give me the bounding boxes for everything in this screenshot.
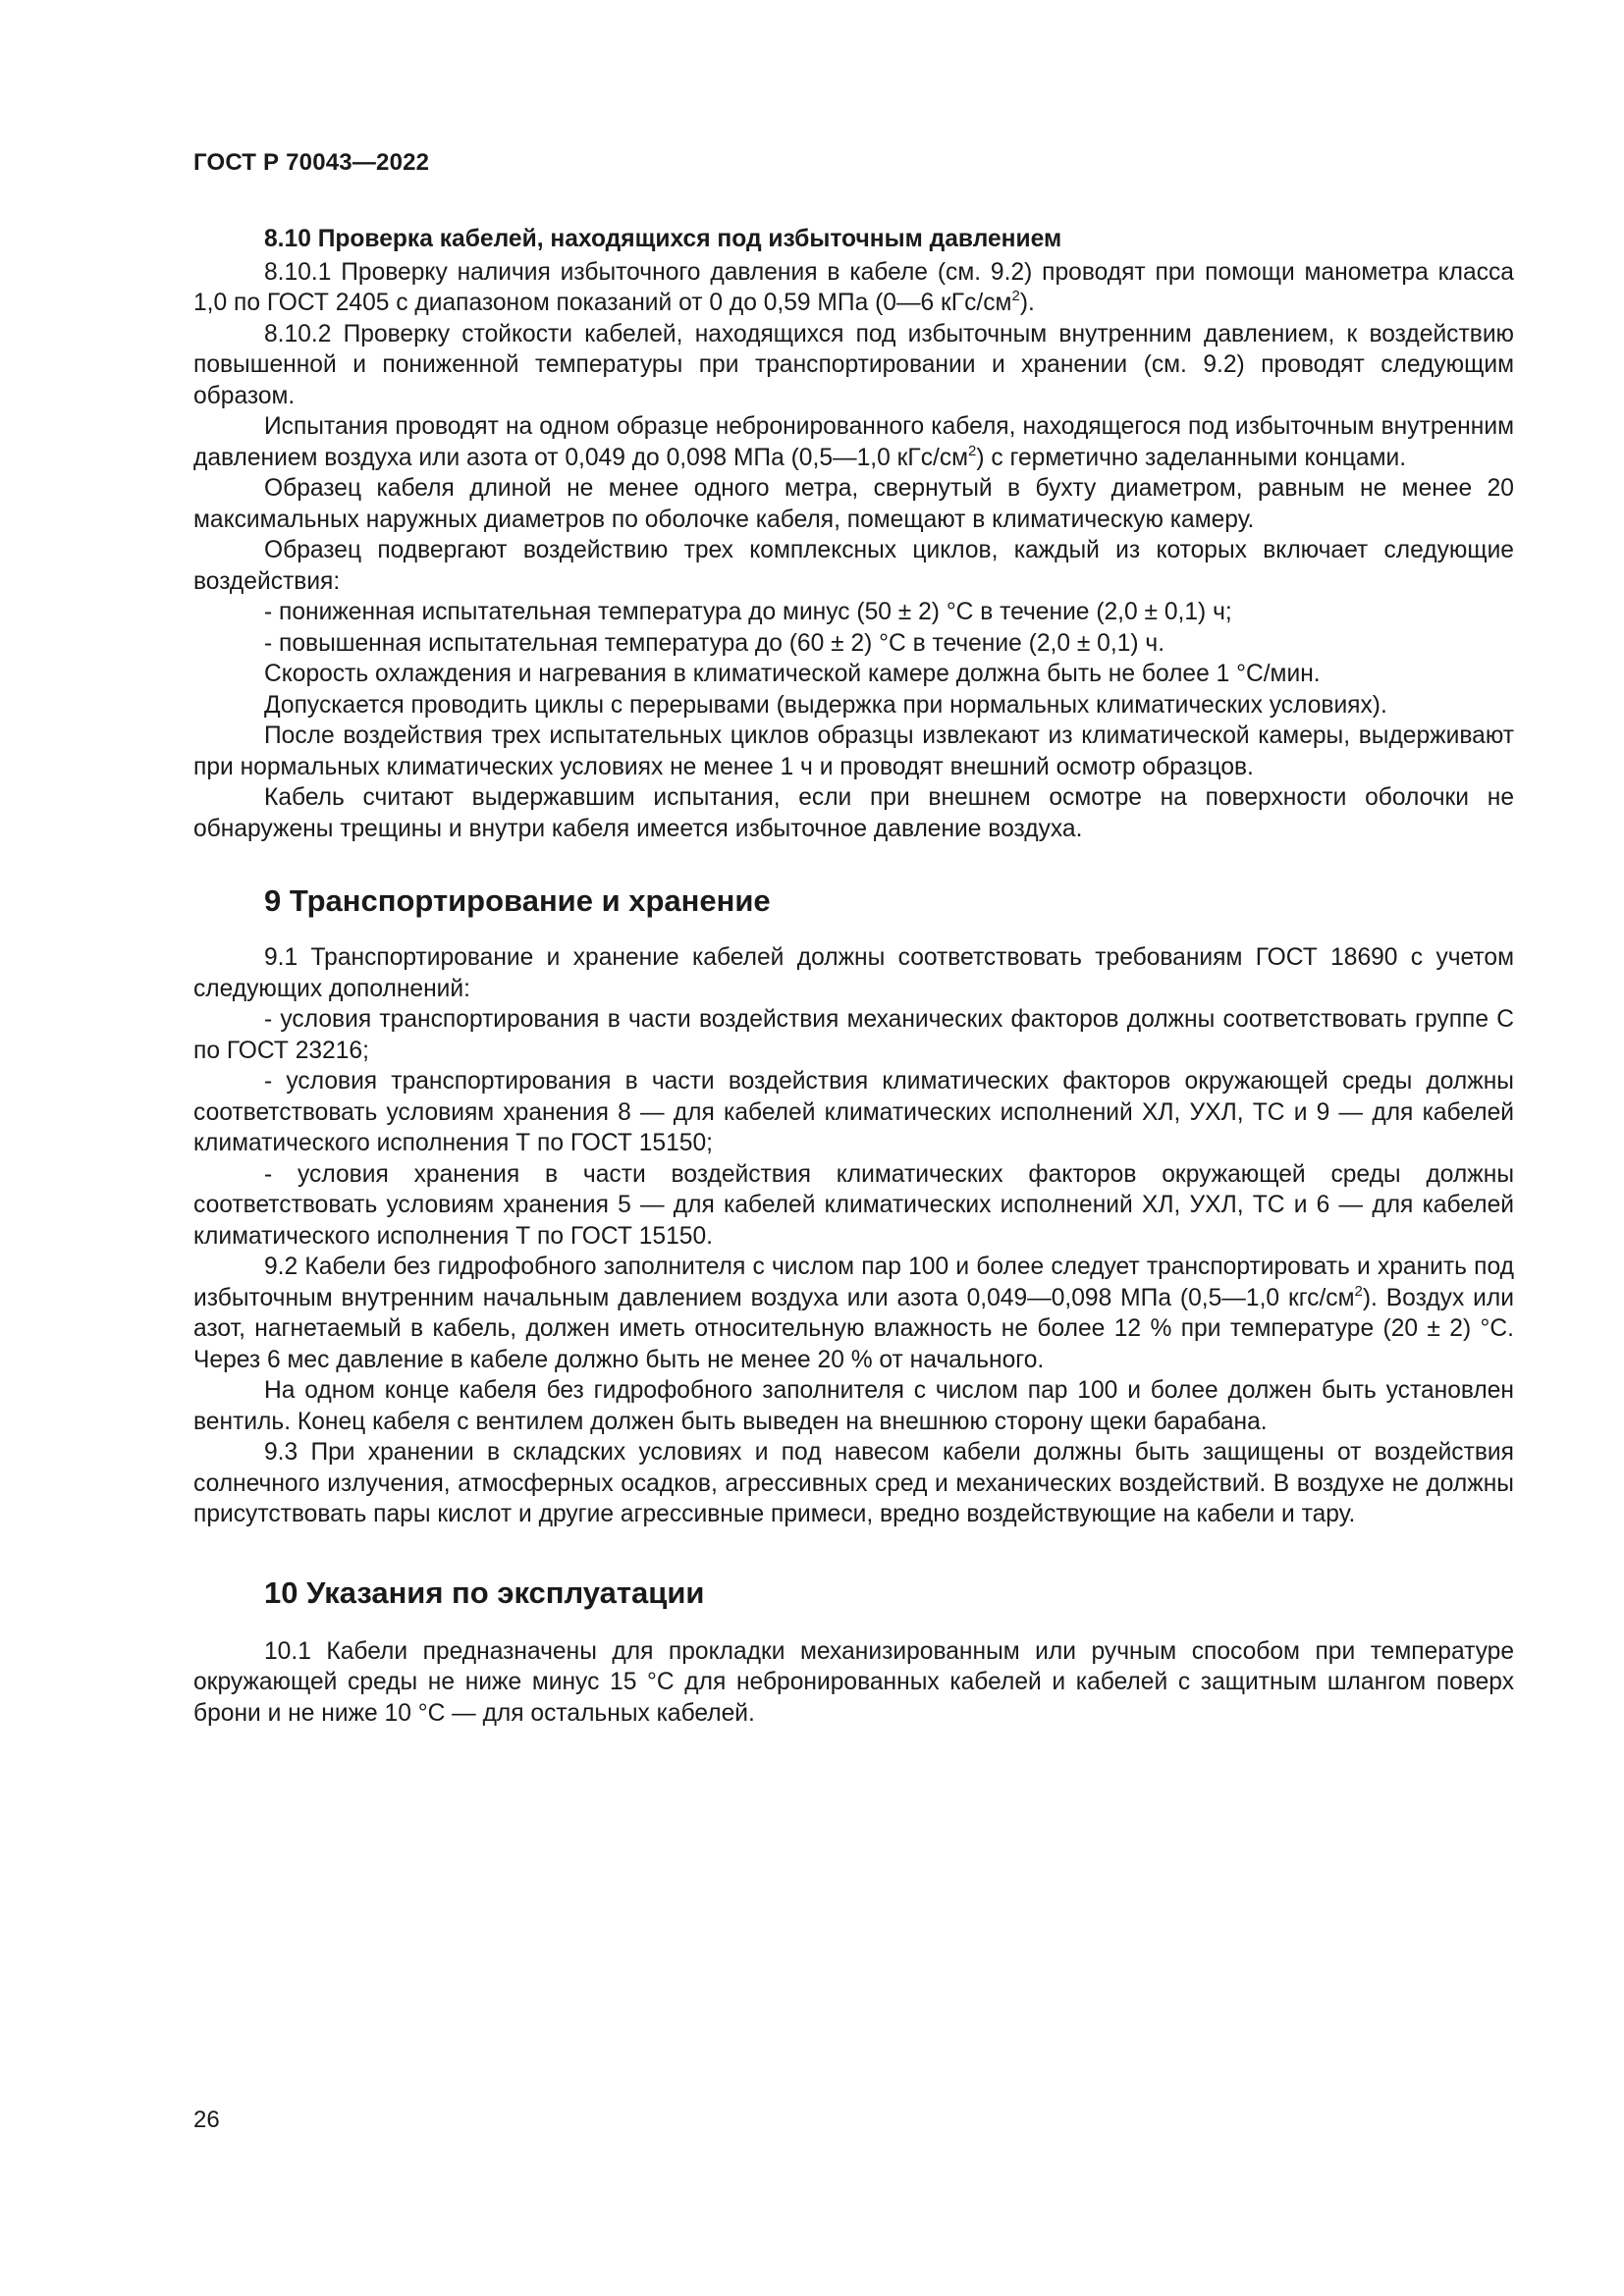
text-segment: ) с герметично заделанными концами. (976, 444, 1407, 471)
text-segment: ). (1019, 290, 1035, 316)
paragraph-9-3: 9.3 При хранении в складских условиях и под навесом кабели должны быть защищены от воздействия солнечного излучения, атмосферных осадков, агрессивных сред и механических воздействий. В воздухе не должны присутствовать пары кислот и другие агрессивные примеси, вредно воздействующие на кабели и тару. (193, 1439, 1514, 1527)
paragraph-9-1: 9.1 Транспортирование и хранение кабелей должны соответствовать требованиям ГОСТ 18690 с учетом следующих дополнений: (193, 944, 1514, 1002)
paragraph: Образец подвергают воздействию трех комплексных циклов, каждый из которых включает следующие воздействия: (193, 537, 1514, 595)
text-segment: Испытания проводят на одном образце небронированного кабеля, находящегося под избыточным внутренним давлением воздуха или азота от 0,049 до 0,098 МПа (0,5—1,0 кГс/см (193, 413, 1514, 471)
list-item: - условия хранения в части воздействия климатических факторов окружающей среды должны соответствовать условиям хранения 5 — для кабелей климатических исполнений ХЛ, УХЛ, ТС и 6 — для кабелей климатического исполнения Т по ГОСТ 15150. (193, 1160, 1514, 1250)
superscript: 2 (968, 442, 977, 459)
section-title-10: 10 Указания по эксплуатации (264, 1575, 705, 1610)
text-segment: ). Воздух или азот, нагнетаемый в кабель, должен иметь относительную влажность не более 12 % при температуре (20 ± 2) °С. Через 6 мес давление в кабеле должно быть не менее 20 % от начального. (193, 1284, 1514, 1373)
page-number: 26 (193, 2107, 220, 2133)
paragraph: Образец кабеля длиной не менее одного метра, свернутый в бухту диаметром, равным не менее 20 максимальных наружных диаметров по оболочке кабеля, помещают в климатическую камеру. (193, 475, 1514, 533)
paragraph-8-10-2: 8.10.2 Проверку стойкости кабелей, находящихся под избыточным внутренним давлением, к воздействию повышенной и пониженной температуры при транспортировании и хранении (см. 9.2) проводят следующим образом. (193, 320, 1514, 409)
superscript: 2 (1354, 1282, 1363, 1300)
text-segment: 8.10.1 Проверку наличия избыточного давления в кабеле (см. 9.2) проводят при помощи манометра класса 1,0 по ГОСТ 2405 с диапазоном показаний от 0 до 0,59 МПа (0—6 кГс/см (193, 258, 1514, 316)
paragraph-8-10-1 (193, 257, 1514, 319)
list-item: - условия транспортирования в части воздействия механических факторов должны соответствовать группе С по ГОСТ 23216; (193, 1006, 1514, 1064)
text-segment: 9.2 Кабели без гидрофобного заполнителя с числом пар 100 и более следует транспортировать и хранить под избыточным внутренним начальным давлением воздуха или азота 0,049—0,098 МПа (0,5—1,0 кгс/см (193, 1254, 1514, 1311)
list-item: - пониженная испытательная температура до минус (50 ± 2) °С в течение (2,0 ± 0,1) ч; (264, 599, 1232, 625)
paragraph: На одном конце кабеля без гидрофобного заполнителя с числом пар 100 и более должен быть установлен вентиль. Конец кабеля с вентилем должен быть выведен на внешнюю сторону щеки барабана. (193, 1377, 1514, 1435)
section-title-9: 9 Транспортирование и хранение (264, 883, 771, 918)
subsection-title-8-10: 8.10 Проверка кабелей, находящихся под избыточным давлением (264, 226, 1062, 252)
standard-header: ГОСТ Р 70043—2022 (193, 149, 430, 176)
paragraph: После воздействия трех испытательных циклов образцы извлекают из климатической камеры, выдерживают при нормальных климатических условиях не менее 1 ч и проводят внешний осмотр образцов. (193, 722, 1514, 780)
superscript: 2 (1011, 288, 1020, 304)
paragraph: Скорость охлаждения и нагревания в климатической камере должна быть не более 1 °С/мин. (264, 661, 1321, 687)
paragraph: Допускается проводить циклы с перерывами (выдержка при нормальных климатических условиях). (264, 691, 1387, 719)
list-item: - условия транспортирования в части воздействия климатических факторов окружающей среды должны соответствовать условиям хранения 8 — для кабелей климатических исполнений ХЛ, УХЛ, ТС и 9 — для кабелей климатического исполнения Т по ГОСТ 15150; (193, 1068, 1514, 1156)
paragraph-9-2 (193, 1252, 1514, 1375)
paragraph-10-1: 10.1 Кабели предназначены для прокладки механизированным или ручным способом при температуре окружающей среды не ниже минус 15 °С для небронированных кабелей и кабелей с защитным шлангом поверх брони и не ниже 10 °С — для остальных кабелей. (193, 1637, 1514, 1727)
list-item: - повышенная испытательная температура до (60 ± 2) °С в течение (2,0 ± 0,1) ч. (264, 629, 1165, 657)
document-body (193, 224, 1514, 1729)
paragraph (193, 411, 1514, 473)
paragraph: Кабель считают выдержавшим испытания, если при внешнем осмотре на поверхности оболочки не обнаружены трещины и внутри кабеля имеется избыточное давление воздуха. (193, 784, 1514, 842)
